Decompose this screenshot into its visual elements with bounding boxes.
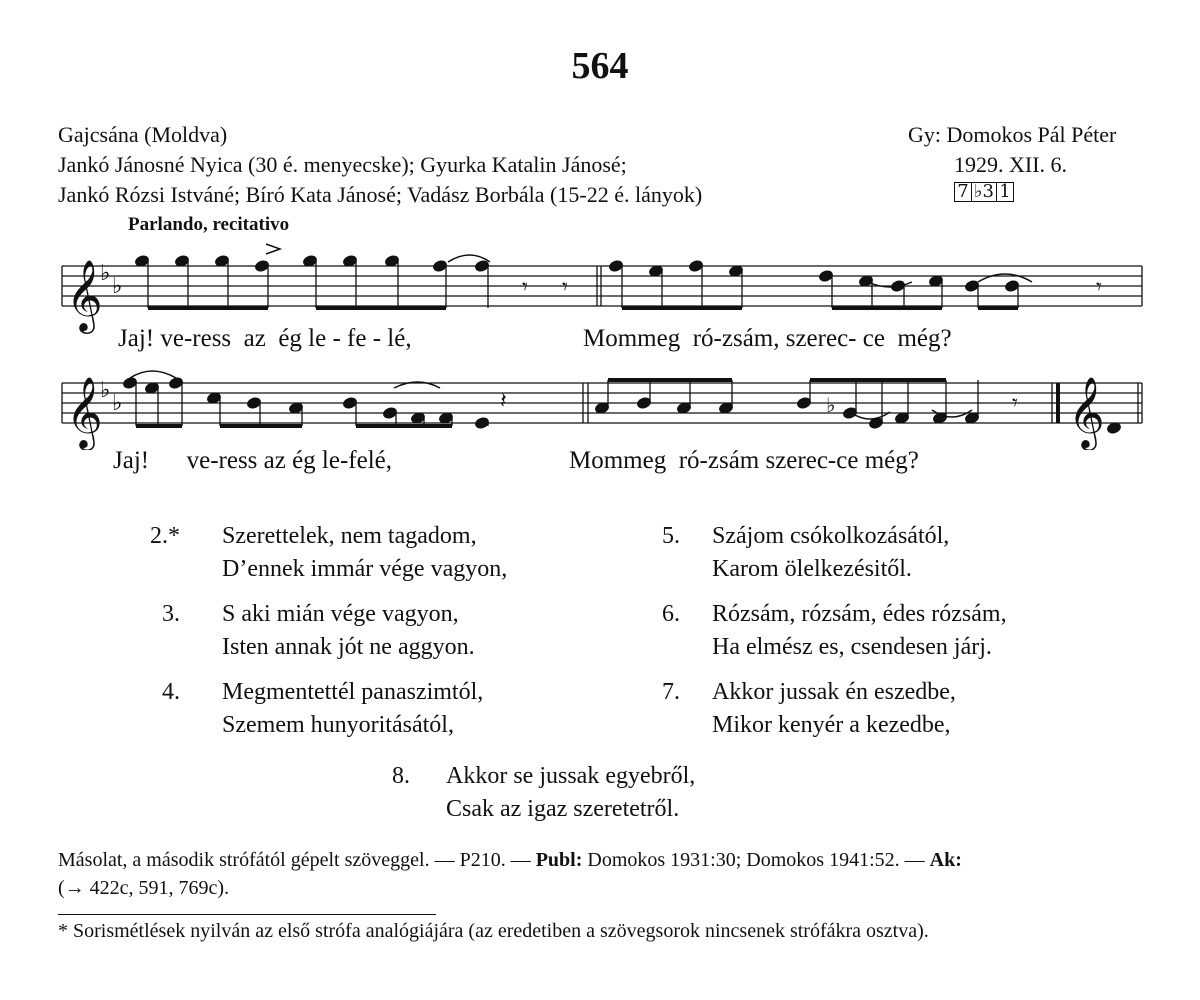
verse-number: 7. (662, 679, 680, 705)
verse-line: Szemem hunyoritásától, (222, 712, 454, 738)
svg-text:𝄞: 𝄞 (66, 258, 103, 331)
verse-line: Csak az igaz szeretetről. (446, 796, 680, 822)
cadence-code-3: 1 (997, 182, 1014, 202)
svg-text:♭: ♭ (100, 378, 111, 403)
note-beam (832, 306, 942, 310)
source-text-1: Másolat, a második strófától gépelt szöveggel. — P210. — (58, 849, 536, 871)
singers-line-2: Jankó Rózsi Istváné; Bíró Kata Jánosé; Vadász Borbála (15-22 é. lányok) (58, 182, 703, 207)
header-right (908, 120, 1148, 202)
lyrics-line-1a: Jaj! ve-ress az ég le - fe - lé, (118, 325, 412, 352)
svg-text:𝄞: 𝄞 (1068, 375, 1105, 448)
svg-text:𝄽: 𝄽 (500, 389, 507, 414)
ak-label: Ak: (929, 849, 962, 871)
source-text-2: Domokos 1931:30; Domokos 1941:52. — (582, 849, 930, 871)
verse-number: 8. (392, 763, 410, 789)
publ-label: Publ: (535, 849, 583, 871)
collection-date: 1929. XII. 6. (954, 152, 1068, 177)
footnote-star: * Sorismétlések nyilván az első strófa analógiájára (az eredetiben a szövegsorok nincsenek strófákra osztva). (58, 920, 929, 942)
svg-text:𝄾: 𝄾 (562, 275, 568, 300)
svg-text:𝄾: 𝄾 (1096, 275, 1102, 300)
song-number: 564 (571, 45, 629, 87)
note-beam (316, 306, 446, 310)
verse-number: 5. (662, 523, 680, 549)
verse-number: 4. (162, 679, 180, 705)
accidental-flat: ♭ (826, 393, 836, 417)
note-beam (622, 306, 742, 310)
footnote-divider (58, 914, 436, 915)
verse-line: Szerettelek, nem tagadom, (222, 523, 477, 549)
location: Gajcsána (Moldva) (58, 122, 228, 147)
svg-text:𝄾: 𝄾 (1012, 391, 1018, 416)
verse-line: Isten annak jót ne aggyon. (222, 634, 475, 660)
svg-text:𝄾: 𝄾 (522, 275, 528, 300)
cross-references: (→ 422c, 591, 769c). (58, 877, 230, 899)
verse-line: Karom ölelkezésitől. (712, 556, 912, 582)
source-note (58, 846, 962, 902)
note-beam (220, 424, 302, 428)
verse-line: Akkor jussak én eszedbe, (712, 679, 956, 705)
verse-line: Akkor se jussak egyebről, (446, 763, 696, 789)
verse-line: S aki mián vége vagyon, (222, 601, 459, 627)
verse-number: 3. (162, 601, 180, 627)
svg-text:♭: ♭ (112, 391, 123, 416)
note-beam (978, 306, 1018, 310)
verse-line: Ha elmész es, csendesen járj. (712, 634, 992, 660)
verse-line: Szájom csókolkozásától, (712, 523, 950, 549)
verse-number: 6. (662, 601, 680, 627)
collector: Gy: Domokos Pál Péter (908, 122, 1117, 147)
svg-text:𝄞: 𝄞 (66, 375, 103, 448)
cadence-code-1: 7 (954, 182, 972, 202)
verse-line: Megmentettél panaszimtól, (222, 679, 484, 705)
lyrics-line-1b: Mommeg ró-zsám, szerec- ce még? (583, 325, 952, 352)
verse-line: Rózsám, rózsám, édes rózsám, (712, 601, 1007, 627)
tempo-marking: Parlando, recitativo (128, 214, 290, 235)
note-beam (810, 378, 946, 382)
header-left (58, 120, 702, 210)
lyrics-line-2a: Jaj! ve-ress az ég le-felé, (113, 447, 393, 474)
cadence-code-2: ♭3 (972, 182, 997, 202)
note-beam (356, 424, 452, 428)
svg-text:♭: ♭ (100, 261, 111, 286)
note-beam (136, 424, 182, 428)
note-beam (608, 378, 732, 382)
staff-line-1 (62, 266, 1142, 306)
treble-clefs (66, 258, 1105, 450)
accent-mark (266, 244, 280, 254)
verse-number: 2.* (150, 523, 180, 549)
lyrics-line-2b: Mommeg ró-zsám szerec-ce még? (569, 447, 919, 474)
verse-line: Mikor kenyér a kezedbe, (712, 712, 951, 738)
note-beam (148, 306, 268, 310)
verse-line: D’ennek immár vége vagyon, (222, 556, 508, 582)
svg-text:♭: ♭ (112, 274, 123, 299)
cadence-codes (908, 182, 1148, 202)
singers-line-1: Jankó Jánosné Nyica (30 é. menyecske); Gyurka Katalin Jánosé; (58, 152, 627, 177)
